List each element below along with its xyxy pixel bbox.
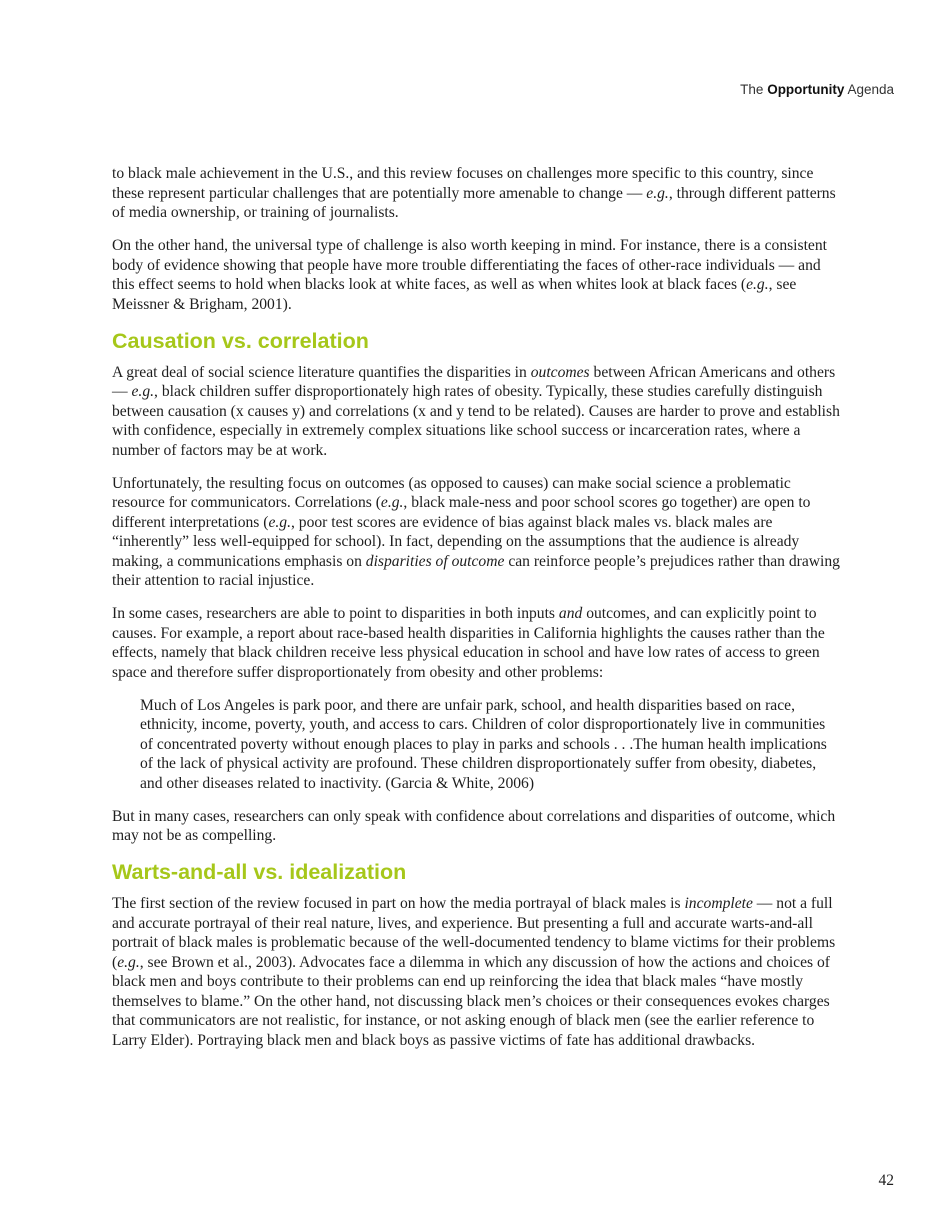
header-prefix: The [740,82,764,97]
body-text [112,164,842,1064]
paragraph: But in many cases, researchers can only speak with confidence about correlations and disparities of outcome, which may not be as compelling. [112,807,836,844]
paragraph: In some cases, researchers are able to point to disparities in both inputs and outcomes, and can explicitly point to causes. For example, a report about race-based health disparities in California highlights the causes rather than the effects, namely that black children receive less physical education in school and have low rates of access to green space and therefore suffer disproportionately from obesity and other problems: [112,605,825,681]
header-suffix: Agenda [847,82,894,97]
page-number: 42 [878,1172,894,1189]
paragraph: A great deal of social science literature quantifies the disparities in outcomes between African Americans and others — e.g., black children suffer disproportionately high rates of obesity. Typically, these studies carefully distinguish between causation (x causes y) and correlations (x and y tend to be related). Causes are harder to prove and establish with confidence, especially in extremely complex situations like school success or incarceration rates, where a number of factors may be at work. [112,363,840,459]
paragraph: Unfortunately, the resulting focus on outcomes (as opposed to causes) can make social science a problematic resource for communicators. Correlations (e.g., black male-ness and poor school scores go together) are open to different interpretations (e.g., poor test scores are evidence of bias against black males vs. black males are “inherently” less well-equipped for school). In fact, depending on the assumptions that the audience is already making, a communications emphasis on disparities of outcome can reinforce people’s prejudices rather than drawing their attention to racial injustice. [112,474,840,589]
paragraph: On the other hand, the universal type of challenge is also worth keeping in mind. For instance, there is a consistent body of evidence showing that people have more trouble differentiating the faces of other-race individuals — and this effect seems to hold when blacks look at white faces, as well as when whites look at black faces (e.g., see Meissner & Brigham, 2001). [112,237,827,313]
block-quote: Much of Los Angeles is park poor, and there are unfair park, school, and health disparities based on race, ethnicity, income, poverty, youth, and access to cars. Children of color disproportionately live in communities of concentrated poverty without enough places to play in parks and schools . . .The human health implications of the lack of physical activity are profound. These children disproportionately suffer from obesity, diabetes, and other diseases related to inactivity. (Garcia & White, 2006) [140,696,827,792]
running-header [740,82,894,97]
section-heading: Causation vs. correlation [112,328,369,353]
section-heading: Warts-and-all vs. idealization [112,860,407,884]
paragraph: to black male achievement in the U.S., and this review focuses on challenges more specific to this country, since these represent particular challenges that are potentially more amenable to change — e.g., through different patterns of media ownership, or training of journalists. [112,165,836,221]
header-bold: Opportunity [767,82,845,97]
paragraph: The first section of the review focused in part on how the media portrayal of black males is incomplete — not a full and accurate portrayal of their real nature, lives, and experience. But presenting a full and accurate warts-and-all portrait of black males is problematic because of the well-documented tendency to blame victims for their problems (e.g., see Brown et al., 2003). Advocates face a dilemma in which any discussion of how the actions and choices of black men and boys contribute to their problems can end up reinforcing the idea that black males “have mostly themselves to blame.” On the other hand, not discussing black men’s choices or their consequences evokes charges that communicators are not realistic, for instance, or not asking enough of black men (see the earlier reference to Larry Elder). Portraying black men and black boys as passive victims of fate has additional drawbacks. [112,895,836,1049]
